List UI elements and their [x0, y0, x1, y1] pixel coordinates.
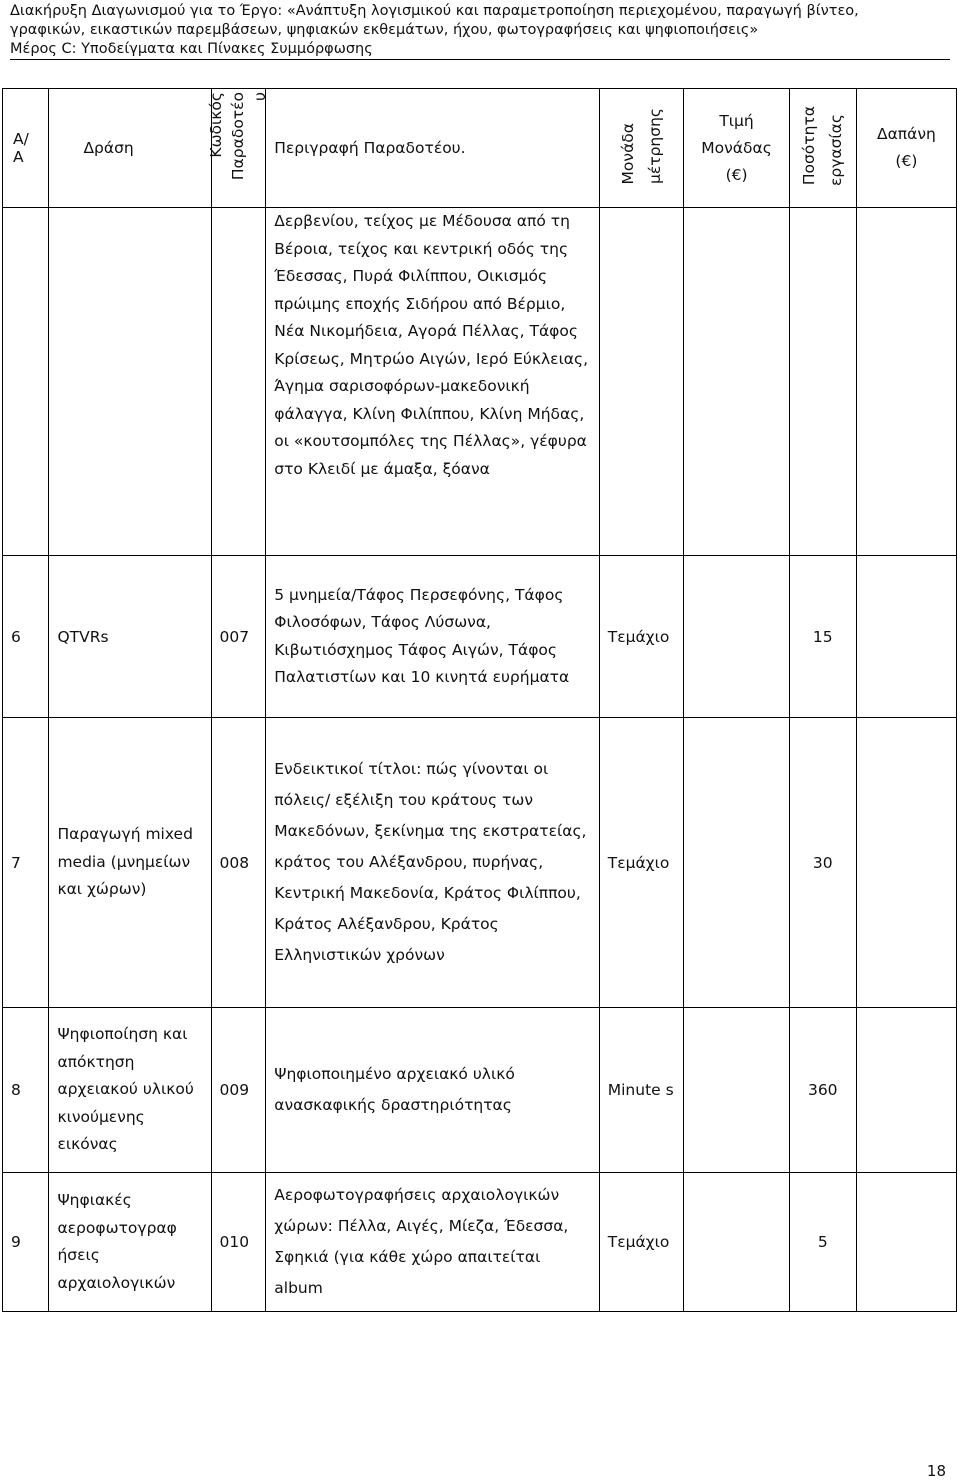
- col-header-code: Παραδοτέο: [229, 92, 248, 181]
- col-header-unit-b: μέτρησης: [646, 108, 665, 184]
- table-row: [3, 208, 957, 556]
- row-price: [684, 208, 789, 556]
- row-unit: Τεμάχιο: [599, 1173, 684, 1312]
- row-description: Δερβενίου, τείχος με Μέδουσα από τη Βέροια, τείχος και κεντρική οδός της Έδεσσας, Πυρά Φιλίππου, Οικισμός πρώιμης εποχής Σιδήρου από Βέρμιο, Νέα Νικομήδεια, Αγορά Πέλλας, Τάφος Κρίσεως, Μητρώο Αιγών, Ιερό Εύκλειας, Άγημα σαρισοφόρων-μακεδονική φάλαγγα, Κλίνη Φιλίππου, Κλίνη Μήδας, οι «κουτσομπόλες της Πέλλας», γέφυρα στο Κλειδί με άμαξα, ξόανα: [266, 208, 599, 556]
- row-price: [684, 718, 789, 1008]
- row-price: [684, 1008, 789, 1173]
- header-title-line-2: γραφικών, εικαστικών παρεμβάσεων, ψηφιακών εκθεμάτων, ήχου, φωτογραφήσεις και ψηφιοποιήσεις»: [10, 22, 759, 38]
- col-header-price: [684, 89, 789, 208]
- col-header-quantity: [789, 89, 856, 208]
- row-unit: Minute s: [599, 1008, 684, 1173]
- row-action: Παραγωγή mixed media (μνημείων και χώρων): [49, 718, 211, 1008]
- col-header-code-top: Κωδικός: [207, 92, 226, 158]
- row-num: 9: [3, 1173, 49, 1312]
- row-action: QTVRs: [49, 556, 211, 718]
- row-cost: [856, 556, 956, 718]
- col-header-price-c: (€): [725, 165, 748, 184]
- row-num: 7: [3, 718, 49, 1008]
- row-price: [684, 1173, 789, 1312]
- row-code: 010: [211, 1173, 266, 1312]
- row-action: [49, 208, 211, 556]
- col-header-price-a: Τιμή: [719, 111, 754, 130]
- col-header-action: Δράση: [49, 89, 211, 208]
- row-action: Ψηφιακές αεροφωτογραφ ήσεις αρχαιολογικών: [49, 1173, 211, 1312]
- row-unit: [599, 208, 684, 556]
- row-quantity: [789, 208, 856, 556]
- header-title-line-1: Διακήρυξη Διαγωνισμού για το Έργο: «Ανάπτυξη λογισμικού και παραμετροποίηση περιεχομένου, παραγωγή βίντεο,: [10, 3, 859, 19]
- header-rule: [10, 59, 950, 60]
- row-code: 007: [211, 556, 266, 718]
- page-header: [10, 2, 955, 59]
- header-section-line: Μέρος C: Υποδείγματα και Πίνακες Συμμόρφωσης: [10, 41, 373, 57]
- page-number: 18: [926, 1462, 946, 1480]
- table-row: [3, 1173, 957, 1312]
- col-header-cost-b: (€): [895, 152, 918, 170]
- row-unit: Τεμάχιο: [599, 718, 684, 1008]
- row-cost: [856, 208, 956, 556]
- row-code: [211, 208, 266, 556]
- col-header-cost: [856, 89, 956, 208]
- col-header-cost-a: Δαπάνη: [876, 125, 936, 143]
- col-header-num: Α/ Α: [3, 89, 49, 208]
- compliance-table: [2, 88, 957, 1312]
- row-description: Αεροφωτογραφήσεις αρχαιολογικών χώρων: Πέλλα, Αιγές, Μίεζα, Έδεσσα, Σφηκιά (για κάθε χώρο απαιτείται album: [266, 1173, 599, 1312]
- col-header-price-b: Μονάδας: [701, 138, 772, 157]
- row-action: Ψηφιοποίηση και απόκτηση αρχειακού υλικού κινούμενης εικόνας: [49, 1008, 211, 1173]
- row-price: [684, 556, 789, 718]
- col-header-unit-a: Μονάδα: [619, 122, 638, 184]
- table-row: [3, 1008, 957, 1173]
- col-header-description: Περιγραφή Παραδοτέου.: [266, 89, 599, 208]
- row-code: 008: [211, 718, 266, 1008]
- col-header-deliverable-code: [207, 89, 270, 208]
- table-row: [3, 718, 957, 1008]
- col-header-code-tail: υ: [251, 92, 270, 101]
- table-header-row: [3, 89, 957, 208]
- row-cost: [856, 1008, 956, 1173]
- row-quantity: 360: [789, 1008, 856, 1173]
- row-description: 5 μνημεία/Τάφος Περσεφόνης, Τάφος Φιλοσόφων, Τάφος Λύσωνα, Κιβωτιόσχημος Τάφος Αιγών, Τάφος Παλατιστίων και 10 κινητά ευρήματα: [266, 556, 599, 718]
- row-quantity: 30: [789, 718, 856, 1008]
- row-quantity: 15: [789, 556, 856, 718]
- row-description: Ενδεικτικοί τίτλοι: πώς γίνονται οι πόλεις/ εξέλιξη του κράτους των Μακεδόνων, ξεκίνημα της εκστρατείας, κράτος του Αλέξανδρου, πυρήνας, Κεντρική Μακεδονία, Κράτος Φιλίππου, Κράτος Αλέξανδρου, Κράτος Ελληνιστικών χρόνων: [266, 718, 599, 1008]
- row-cost: [856, 718, 956, 1008]
- row-cost: [856, 1173, 956, 1312]
- row-code: 009: [211, 1008, 266, 1173]
- row-quantity: 5: [789, 1173, 856, 1312]
- row-num: 8: [3, 1008, 49, 1173]
- col-header-qty-a: Ποσότητα: [800, 106, 819, 186]
- table-row: [3, 556, 957, 718]
- row-unit: Τεμάχιο: [599, 556, 684, 718]
- row-num: [3, 208, 49, 556]
- col-header-qty-b: εργασίας: [827, 113, 846, 186]
- col-header-unit: [599, 89, 684, 208]
- row-description: Ψηφιοποιημένο αρχειακό υλικό ανασκαφικής δραστηριότητας: [266, 1008, 599, 1173]
- row-num: 6: [3, 556, 49, 718]
